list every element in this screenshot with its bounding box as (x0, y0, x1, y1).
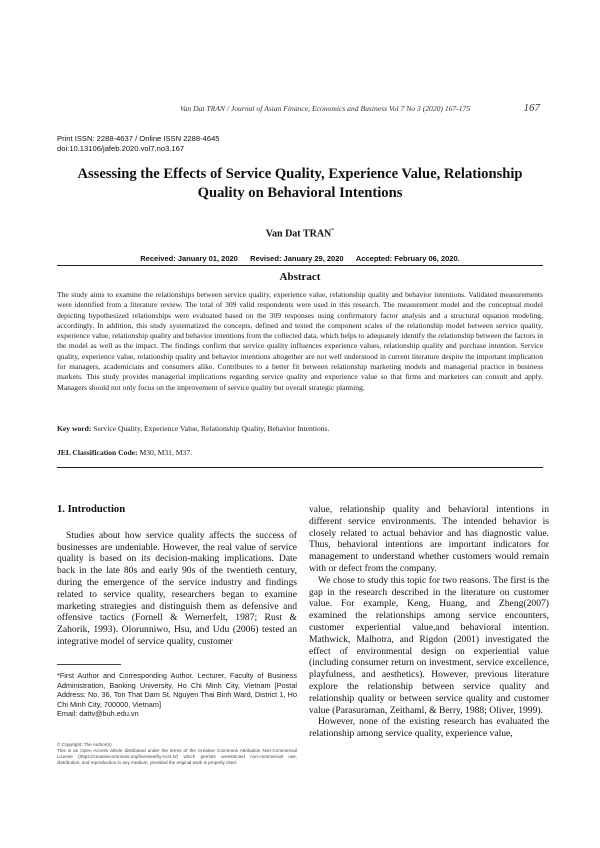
introduction-heading: 1. Introduction (57, 504, 126, 515)
author-footnote (57, 671, 297, 719)
footnote-email: Email: dattv@buh.edu.vn (57, 709, 139, 719)
license-text: This is an Open Access article distributed under the terms of the Creative Commons Attribution Non-Commercial License (https://creativecommons.org/licenses/by-nc/4.0/) which permits unrestricted non-commercial use, distribution, and reproduction in any medium, provided the original work is properly cited. (57, 748, 297, 765)
right-column (309, 504, 549, 740)
abstract-bottom-rule (57, 467, 543, 468)
body-paragraph: We chose to study this topic for two reasons. The first is the gap in the research described in the literature on customer value. For example, Keng, Huang, and Zheng(2007) examined the relationships among service encounters, customer experiential value,and behavioral intention. Mathwick, Malhotra, and Rigdon (2001) investigated the effect of environmental design on experiential value (including consumer return on investment, service excellence, playfulness, and aesthetics). However, previous literature explore the relationship between service quality and relationship quality or between service quality and customer value (Parasuraman, Zeithaml, & Berry, 1988; Oliver, 1999). (309, 574, 549, 716)
author-marker: * (331, 228, 335, 234)
abstract-top-rule (57, 265, 543, 266)
introduction-paragraph: Studies about how service quality affects the success of businesses are undeniable. However, the real value of service quality is based on its decision-making implications. Date back in the late 80s and early 90s of the twentieth century, during the emergence of the service industry and findings related to service quality, researchers began to examine marketing strategies and distinguish them as defensive and offensive tactics (Fornell & Wernerfelt, 1987; Rust & Zahorik, 1993). Olorunniwo, Hsu, and Udu (2006) tested an integrative model of service quality, customer (57, 529, 297, 647)
doi-line: doi:10.13106/jafeb.2020.vol7.no3.167 (57, 143, 185, 153)
abstract-heading: Abstract (279, 271, 321, 283)
footnote-affiliation: *First Author and Corresponding Author. Lecturer, Faculty of Business Administration, Banking University, Ho Chi Minh City, Vietnam [Postal Address: No. 36, Ton That Dam St, Nguyen Thai Binh Ward, District 1, Ho Chi Minh City, 700000, Vietnam] (57, 671, 297, 709)
keywords-text: Service Quality, Experience Value, Relationship Quality, Behavior Intentions. (91, 424, 330, 433)
page-number: 167 (523, 102, 540, 114)
jel-line (57, 448, 543, 457)
article-title: Assessing the Effects of Service Quality, Experience Value, Relationship Quality on Behavioral Intentions (77, 166, 523, 201)
body-paragraph: However, none of the existing research has evaluated the relationship among service quality, experience value, (309, 716, 549, 740)
revised-date: Revised: January 29, 2020 (250, 254, 344, 263)
left-column (57, 504, 297, 648)
author-name: Van Dat TRAN (265, 228, 332, 240)
abstract-body: The study aims to examine the relationships between service quality, experience value, relationship quality and behavior intentions. Validated measurements were identified from a literature review. The total of 309 valid respondents were used in this research. The measurement model and the conceptual model depicting hypothesized relationships were evaluated based on the 309 responses using confirmatory factor analysis and a structural equation modeling, accordingly. In addition, this study systematized the concepts, defined and tested the component scales of the relationship model between service quality, experience value, relationship quality and behavior intentions from the collected data, which helps to adequately identify the relationship between the factors in the model as well as the impact. The findings confirm that service quality influences experience values, relationship quality and purchase intention. Service quality, experience value, relationship quality and behavior intentions altogether are not well understood in current literature despite the important implication for managers, academicians and consumers alike. Contributes to a better fit between relationship marketing models and managerial practice in business markets. This study provides managerial implications regarding service quality and experience value so that firms and marketers can consult and apply. Managers should not only focus on the improvement of service quality but overall strategic planning. (57, 290, 543, 392)
received-date: Received: January 01, 2020 (140, 254, 238, 263)
body-paragraph-continued: value, relationship quality and behavioral intentions in different service environments. The intended behavior is closely related to actual behavior and has diagnostic value. Thus, behavioral intentions are important indicators for management to understand whether customers would remain with or defect from the company. (309, 504, 549, 574)
author-line (0, 228, 600, 239)
copyright-notice (57, 742, 297, 766)
submission-dates (57, 254, 543, 263)
keywords-line (57, 424, 543, 434)
issn-line: Print ISSN: 2288-4637 / Online ISSN 2288-4645 (57, 134, 220, 143)
keywords-label: Key word: (57, 424, 92, 433)
footnote-rule (57, 664, 121, 665)
journal-citation-line: Van Dat TRAN / Journal of Asian Finance, Economics and Business Vol 7 No 3 (2020) 167-175 (179, 104, 471, 113)
copyright-line: © Copyright: The Author(s) (57, 742, 112, 747)
jel-label: JEL Classification Code: (57, 448, 138, 457)
jel-codes: M30, M31, M37. (137, 448, 193, 457)
running-header (40, 104, 540, 118)
issn-block (57, 134, 220, 153)
accepted-date: Accepted: February 06, 2020. (355, 254, 460, 263)
